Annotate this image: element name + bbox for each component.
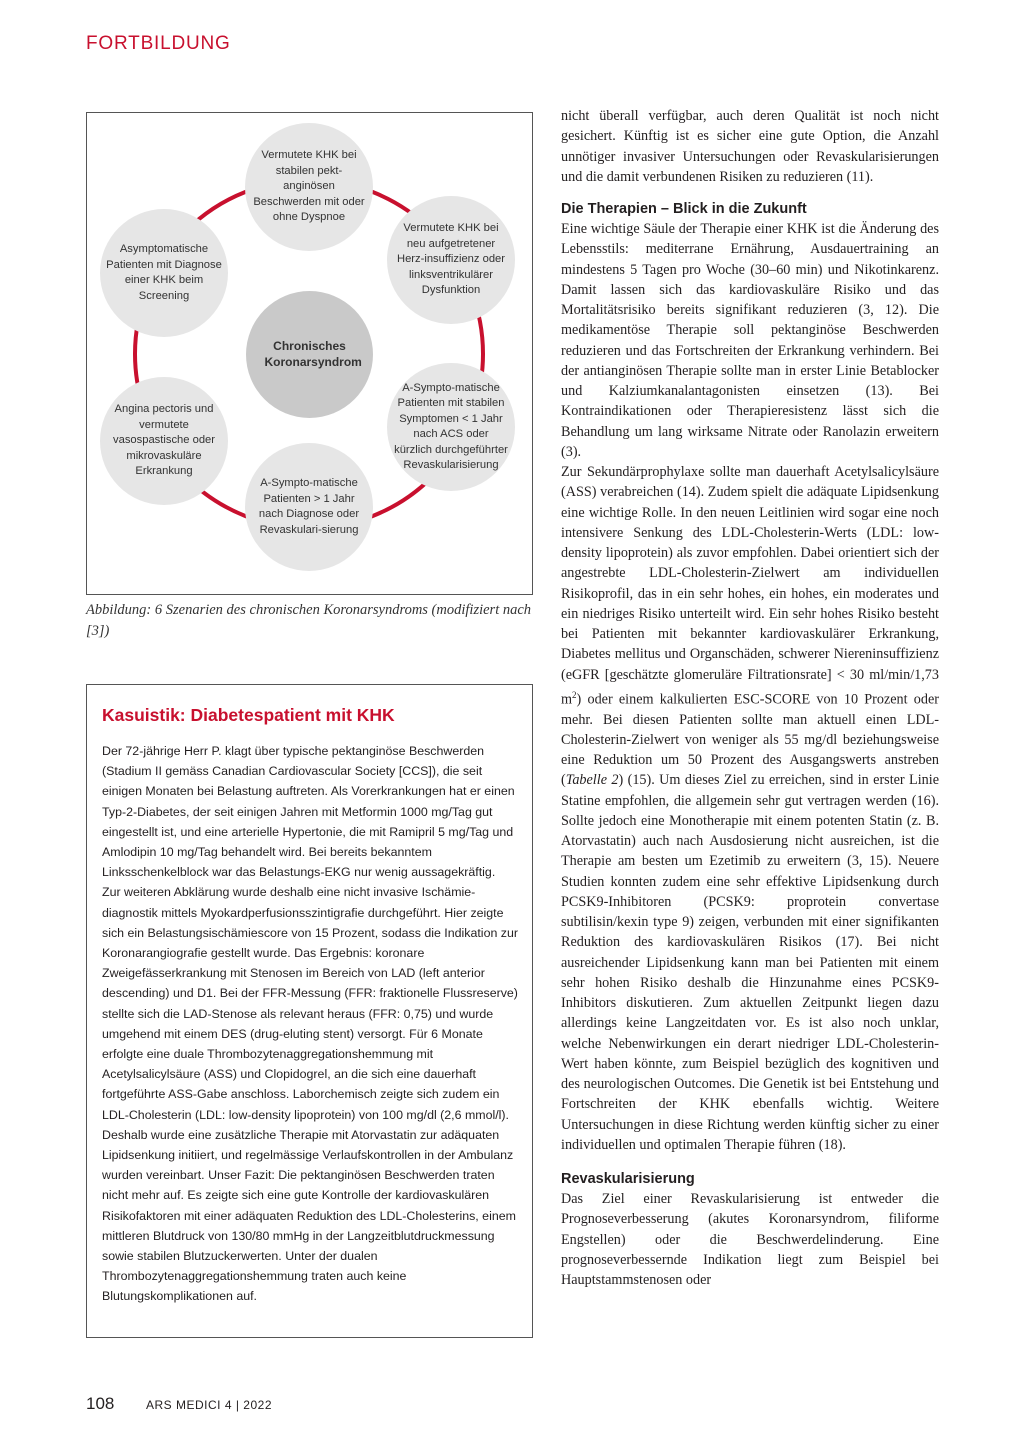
scenario-label: Asymptomatische Patienten mit Diagnose einer KHK beim Screening (106, 243, 222, 302)
heading-therapies: Die Therapien – Blick in die Zukunft (561, 201, 807, 217)
revascularization-paragraph: Das Ziel einer Revaskularisierung ist entweder die Prognoseverbesserung (akutes Koronarsyndrom, filiforme Engstellen) oder die Beschwerdelinderung. Eine prognoseverbessernde Indikation liegt zum Beispiel bei Hauptstammstenosen oder (561, 1191, 939, 1289)
scenario-label: Angina pectoris und vermutete vasospastische oder mikrovaskuläre Erkrankung (113, 403, 215, 478)
intro-paragraph: nicht überall verfügbar, auch deren Qualität ist noch nicht gesichert. Künftig ist es sicher eine gute Option, die Anzahl unnötiger invasiver Untersuchungen oder Revaskularisierungen und die damit verbundenen Risiken zu reduzieren (11). (561, 108, 939, 185)
scenario-circle-top-right (387, 196, 515, 324)
case-body (102, 741, 522, 1307)
superscript: 2 (572, 689, 577, 700)
scenario-circle-bottom (245, 443, 373, 571)
table-reference: Tabelle 2 (565, 772, 619, 789)
scenario-circle-top (245, 123, 373, 251)
text-run: Zur Sekundärprophylaxe sollte man dauerhaft Acetylsalicylsäure (ASS) verabreichen (14). Zudem spielt die adäquate Lipidsenkung eine wichtige Rolle. In den neuen Leitlinien wird sogar eine noch intensivere Senkung des LDL-Cholesterin-Werts (LDL: low-density lipoprotein) als zuvor empfohlen. Dabei orientiert sich der angestrebte LDL-Cholesterin-Zielwert am individuellen Risikoprofil, das in ein sehr hohes, ein hohes, ein moderates und ein niedriges Risiko unterteilt wird. Ein sehr hohes Risiko besteht bei Patienten mit bekannter kardiovaskulärer Erkrankung, Diabetes mellitus und Organschäden, schwerer Niereninsuffizienz (eGFR [geschätzte glomeruläre Filtrationsrate] < 30 ml/min/1,73 m (561, 464, 939, 708)
scenario-label: Vermutete KHK bei stabilen pekt-anginösen Beschwerden mit oder ohne Dyspnoe (253, 149, 365, 224)
case-title: Kasuistik: Diabetespatient mit KHK (102, 705, 395, 725)
center-label: Chronisches Koronarsyndrom (264, 339, 362, 369)
text-run: ) (15). Um dieses Ziel zu erreichen, sind in erster Linie Statine empfohlen, die allgemein sehr gut vertragen werden (16). Sollte jedoch eine Monotherapie mit einem potenten Statin (z. B. Atorvastatin) auch nach Ausdosierung nicht ausreichen, ist die Therapie am besten um Ezetimib zu erweitern (3, 15). Neuere Studien konnten zudem eine sehr effektive Lipidsenkung durch PCSK9-Inhibitoren (PCSK9: proprotein convertase subtilisin/kexin type 9) zeigen, verbunden mit einer signifikanten Reduktion des kardiovaskulären Risikos (17). Bei nicht ausreichender Lipidsenkung kann man bei Patienten mit einem sehr hohen Risiko deshalb die Hinzunahme eines PCSK9-Inhibitors diskutieren. Zum aktuellen Zeitpunkt liegen dazu allerdings keine Langzeitdaten vor. Es ist also noch unklar, welche Nebenwirkungen ein derart niedriger LDL-Cholesterin-Wert haben könnte, zum Beispiel bezüglich des kognitiven und des neurologischen Outcomes. Die Genetik ist bei Entstehung und Fortschreiten der KHK ebenfalls wichtig. Weitere Untersuchungen in diese Richtung werden künftig sicher zu einer individuellen und optimalen Therapie führen (18). (561, 772, 939, 1153)
case-paragraph: Zur weiteren Abklärung wurde deshalb eine nicht invasive Ischämie-diagnostik mittels Myokardperfusionsszintigrafie durchgeführt. Hier zeigte sich ein Belastungsischämiescore von 15 Prozent, sodass die Indikation zur Koronarangiografie gestellt wurde. Das Ergebnis: koronare Zweigefässerkrankung mit Stenosen im Bereich von LAD (left anterior descending) und D1. Bei der FFR-Messung (FFR: fraktionelle Flussreserve) stellte sich die LAD-Stenose als relevant heraus (FFR: 0,75) und wurde umgehend mit einem DES (drug-eluting stent) versorgt. Für 6 Monate erfolgte eine duale Thrombozytenaggregationshemmung mit Acetylsalicylsäure (ASS) und Clopidogrel, an die sich eine dauerhaft fortgeführte ASS-Gabe anschloss. Laborchemisch zeigte sich zudem ein LDL-Cholesterin (LDL: low-density lipoprotein) von 100 mg/dl (2,6 mmol/l). Deshalb wurde eine zusätzliche Therapie mit Atorvastatin zur adäquaten Lipidsenkung initiiert, und regelmässige Verlaufskontrollen in der Ambulanz wurden vereinbart. Unser Fazit: Die pektanginösen Beschwerden traten nicht mehr auf. Es zeigte sich eine gute Kontrolle der kardiovaskulären Risikofaktoren mit einer adäquaten Reduktion des LDL-Cholesterins, einem mittleren Blutdruck von 130/80 mmHg in der Langzeitblutdruckmessung sowie stabilen Blutzuckerwerten. Unter der dualen Thrombozytenaggregationshemmung traten auch keine Blutungskomplikationen auf. (102, 885, 518, 1304)
case-paragraph: Der 72-jährige Herr P. klagt über typische pektanginöse Beschwerden (Stadium II gemäss Canadian Cardiovascular Society [CCS]), die seit einigen Monaten bei Belastung auftreten. Als Vorerkrankungen hat er einen Typ-2-Diabetes, der seit einigen Jahren mit Metformin 1000 mg/Tag gut eingestellt ist, und eine arterielle Hypertonie, die mit Ramipril 5 mg/Tag und Amlodipin 10 mg/Tag behandelt wird. Bei bereits bekanntem Linksschenkelblock war das Belastungs-EKG nur wenig aussagekräftig. (102, 744, 515, 880)
right-column (561, 106, 939, 1290)
scenario-circle-bottom-left (100, 377, 228, 505)
section-header: FORTBILDUNG (86, 33, 231, 54)
prophylaxis-paragraph (561, 462, 939, 1155)
journal-name: ARS MEDICI 4 | 2022 (146, 1398, 272, 1412)
text-run: ) oder einem kalkulierten ESC-SCORE von 10 Prozent oder mehr. Bei diesen Patienten sollte man aktuell einen LDL-Cholesterin-Zielwert von weniger als 55 mg/dl beziehungsweise eine Reduktion um 50 Prozent des Ausgangswerts anstreben ( (561, 691, 939, 789)
scenario-label: A-Sympto-matische Patienten mit stabilen Symptomen < 1 Jahr nach ACS oder kürzlich durchgeführter Revaskularisierung (394, 381, 508, 471)
scenario-label: A-Sympto-matische Patienten > 1 Jahr nach Diagnose oder Revaskulari-sierung (258, 477, 360, 536)
heading-revascularization: Revaskularisierung (561, 1171, 695, 1188)
figure-box (86, 112, 533, 595)
page-number: 108 (86, 1394, 115, 1413)
therapy-paragraph: Eine wichtige Säule der Therapie einer KHK ist die Änderung des Lebensstils: mediterrane Ernährung, Ausdauertraining an mindestens 5 Tagen pro Woche (30–60 min) und Nikotinkarenz. Damit lassen sich das kardiovaskuläre Risiko und das Mortalitätsrisiko bereits signifikant reduzieren (3, 12). Die medikamentöse Therapie soll pektanginöse Beschwerden reduzieren und das Fortschreiten der Erkrankung verhindern. Bei der antianginösen Therapie sollte man in erster Linie Betablocker und Kalziumkanalantagonisten einsetzen (13). Bei Kontraindikationen oder Therapieresistenz lässt sich die Behandlung um lang wirksame Nitrate oder Ranolazin erweitern (3). (561, 221, 939, 460)
scenario-circle-bottom-right (387, 363, 515, 491)
center-circle (246, 291, 373, 418)
figure-caption: Abbildung: 6 Szenarien des chronischen Koronarsyndroms (modifiziert nach [3]) (86, 602, 532, 639)
case-box (86, 684, 533, 1338)
scenario-label: Vermutete KHK bei neu aufgetretener Herz-insuffizienz oder linksventrikulärer Dysfunktion (397, 222, 505, 297)
scenario-circle-top-left (100, 209, 228, 337)
